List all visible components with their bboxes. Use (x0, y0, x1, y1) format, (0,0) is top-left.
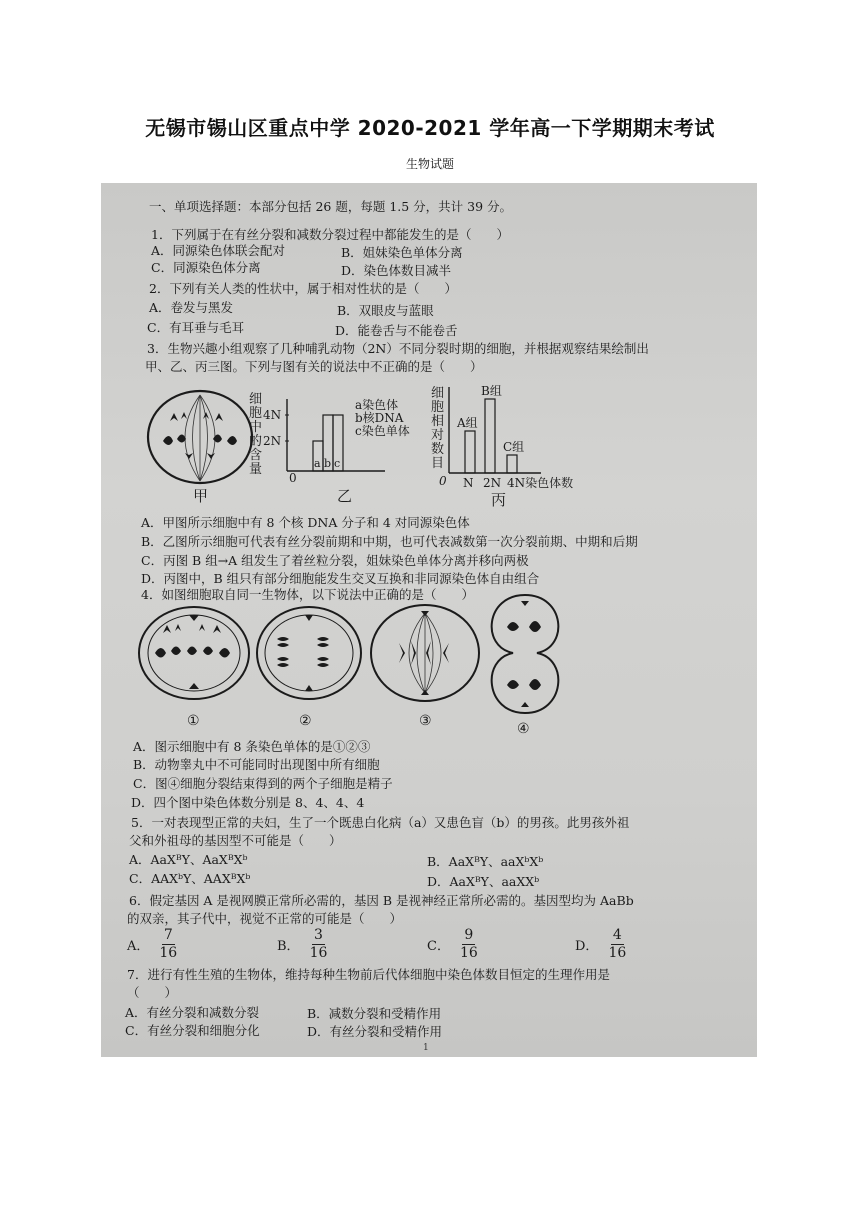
yi-tick-2n: 2N (263, 434, 282, 448)
q4-option-c: C．图④细胞分裂结束得到的两个子细胞是精子 (133, 776, 393, 791)
q5-option-d: D．AaXᴮY、aaXXᵇ (427, 874, 540, 889)
page-subtitle: 生物试题 (405, 157, 454, 171)
bing-bar-c (507, 455, 517, 473)
q4-label-1: ① (187, 713, 200, 729)
q4-label-2: ② (299, 713, 312, 729)
q3-option-b: B．乙图所示细胞可代表有丝分裂前期和中期，也可代表减数第一次分裂前期、中期和后期 (141, 534, 638, 549)
bing-ylabel-c4: 对 (431, 428, 445, 443)
q4-option-a: A．图示细胞中有 8 条染色单体的是①②③ (133, 739, 371, 754)
bing-origin: 0 (439, 474, 447, 488)
q1-option-d: D．染色体数目减半 (341, 263, 452, 278)
q2-option-d: D．能卷舌与不能卷舌 (335, 323, 458, 338)
bing-bar-b (485, 399, 495, 473)
q6-option-a (127, 927, 177, 962)
q6-option-d (575, 927, 626, 962)
q4-option-d: D．四个图中染色体数分别是 8、4、4、4 (131, 795, 365, 810)
yi-ylabel-c1: 细 (249, 392, 263, 407)
q7-option-a: A．有丝分裂和减数分裂 (125, 1005, 260, 1020)
q5-option-c: C．AAXᵇY、AAXᴮXᵇ (129, 871, 251, 886)
yi-bar-letter-b: b (324, 457, 332, 470)
yi-legend-c: c染色单体 (355, 424, 410, 438)
bing-tick-4n: 4N染色体数 (507, 476, 574, 490)
q7-option-c: C．有丝分裂和细胞分化 (125, 1023, 260, 1038)
figure-jia-cell (145, 389, 255, 489)
yi-legend-b: b核DNA (355, 411, 404, 425)
q6-option-c-letter: C． (427, 939, 450, 954)
q7-stem-line1: 7．进行有性生殖的生物体，维持每种生物前后代体细胞中染色体数目恒定的生理作用是 (127, 967, 610, 982)
yi-ylabel-c5: 含 (249, 448, 263, 463)
q5-option-a: A．AaXᴮY、AaXᴮXᵇ (129, 852, 248, 867)
q6-option-d-letter: D． (575, 939, 599, 954)
yi-ylabel (249, 392, 262, 477)
bing-ylabel-c2: 胞 (431, 400, 445, 415)
q4-cell-2 (255, 605, 363, 703)
yi-bar-letter-c: c (334, 457, 341, 470)
q4-label-4: ④ (517, 721, 530, 737)
q7-option-b: B．减数分裂和受精作用 (307, 1006, 442, 1021)
yi-legend-a: a染色体 (355, 398, 399, 412)
section-heading: 一、单项选择题：本部分包括 26 题，每题 1.5 分，共计 39 分。 (149, 199, 513, 214)
q4-option-b: B．动物睾丸中不可能同时出现图中所有细胞 (133, 757, 380, 772)
bing-group-c: C组 (503, 440, 525, 454)
q6-option-b-num: 3 (314, 927, 323, 943)
q2-stem: 2．下列有关人类的性状中，属于相对性状的是（ ） (149, 281, 457, 296)
bing-tick-n: N (463, 476, 474, 490)
bing-bar-a (465, 431, 475, 473)
q6-option-d-num: 4 (612, 927, 622, 943)
q6-option-b-den: 16 (309, 945, 328, 961)
bing-group-a: A组 (457, 416, 478, 430)
yi-bar-letter-a: a (314, 457, 321, 470)
page-title: 无锡市锡山区重点中学 2020-2021 学年高一下学期期末考试 (145, 116, 715, 140)
q1-option-c: C．同源染色体分离 (151, 260, 261, 275)
yi-ylabel-c4: 的 (249, 434, 263, 449)
figure-bing-label: 丙 (491, 491, 507, 509)
q6-option-c-num: 9 (464, 927, 474, 943)
q3-stem-line2: 甲、乙、丙三图。下列与图有关的说法中不正确的是（ ） (145, 359, 483, 374)
page-number: 1 (423, 1043, 429, 1053)
q6-option-a-den: 16 (159, 945, 178, 961)
figure-bing-chart (431, 381, 601, 501)
q6-option-d-den: 16 (608, 945, 627, 961)
bing-ylabel-c6: 目 (431, 456, 445, 471)
q4-stem: 4．如图细胞取自同一生物体，以下说法中正确的是（ ） (141, 587, 474, 602)
bing-ylabel-c1: 细 (431, 386, 445, 401)
q4-cell-4 (485, 591, 565, 717)
q1-stem: 1．下列属于在有丝分裂和减数分裂过程中都能发生的是（ ） (151, 227, 509, 242)
q4-label-3: ③ (419, 713, 432, 729)
bing-ylabel-c3: 相 (431, 414, 445, 429)
q5-stem-line2: 父和外祖母的基因型不可能是（ ） (129, 833, 342, 848)
q2-option-b: B．双眼皮与蓝眼 (337, 303, 434, 318)
bing-group-b: B组 (481, 384, 502, 398)
yi-ylabel-c2: 胞 (249, 406, 263, 421)
q6-option-a-letter: A． (127, 939, 150, 954)
q7-option-d: D．有丝分裂和受精作用 (307, 1024, 443, 1039)
q2-option-a: A．卷发与黑发 (149, 300, 234, 315)
q1-option-a: A．同源染色体联会配对 (151, 243, 286, 258)
q6-option-c-den: 16 (459, 945, 478, 961)
q6-stem-line2: 的双亲，其子代中，视觉不正常的可能是（ ） (127, 911, 403, 926)
figure-jia-label: 甲 (193, 487, 209, 505)
figure-yi-chart (245, 389, 425, 499)
figure-yi-label: 乙 (337, 487, 353, 505)
q1-option-b: B．姐妹染色单体分离 (341, 245, 463, 260)
yi-tick-0: 0 (289, 471, 297, 485)
q5-option-b: B．AaXᴮY、aaXᵇXᵇ (427, 854, 544, 869)
q6-option-c (427, 927, 478, 962)
yi-ylabel-c6: 量 (249, 462, 263, 477)
exam-photo (101, 183, 757, 1057)
q2-option-c: C．有耳垂与毛耳 (147, 320, 245, 335)
yi-tick-4n: 4N (263, 408, 282, 422)
bing-tick-2n: 2N (483, 476, 502, 490)
q5-stem-line1: 5．一对表现型正常的夫妇，生了一个既患白化病（a）又患色盲（b）的男孩。此男孩外祖 (131, 815, 630, 830)
q3-option-a: A．甲图所示细胞中有 8 个核 DNA 分子和 4 对同源染色体 (141, 515, 470, 530)
q6-option-b (277, 927, 327, 962)
yi-ylabel-c3: 中 (249, 420, 263, 435)
q4-cell-1 (137, 605, 251, 703)
q6-option-b-letter: B． (277, 939, 300, 954)
q3-option-d: D．丙图中，B 组只有部分细胞能发生交叉互换和非同源染色体自由组合 (141, 571, 540, 586)
q6-option-a-num: 7 (163, 927, 173, 943)
q3-stem-line1: 3．生物兴趣小组观察了几种哺乳动物（2N）不同分裂时期的细胞，并根据观察结果绘制出 (147, 341, 649, 356)
q7-stem-line2: （ ） (127, 985, 178, 1000)
bing-ylabel-c5: 数 (431, 442, 445, 457)
q3-option-c: C．丙图 B 组→A 组发生了着丝粒分裂，姐妹染色单体分离并移向两极 (141, 553, 529, 568)
q6-stem-line1: 6．假定基因 A 是视网膜正常所必需的，基因 B 是视神经正常所必需的。基因型均为 AaBb (129, 893, 634, 908)
q4-cell-3 (369, 603, 481, 705)
